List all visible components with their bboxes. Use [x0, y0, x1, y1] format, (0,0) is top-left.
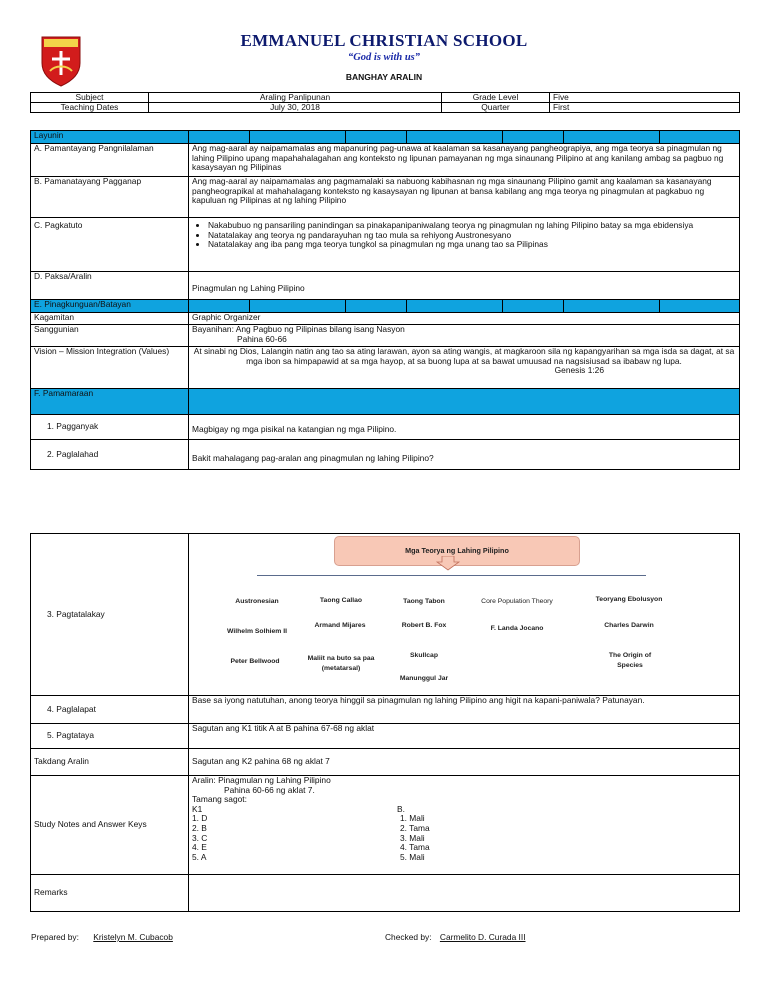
dates-value: July 30, 2018	[149, 103, 442, 113]
sanggunian-cell	[189, 325, 740, 347]
remarks-value	[189, 875, 740, 912]
theory-austronesian: Austronesian	[235, 598, 279, 605]
answer-keys	[192, 805, 736, 863]
subject-label: Subject	[31, 93, 149, 103]
layunin-heading-row	[31, 131, 740, 144]
row-pangnilalaman	[31, 144, 740, 177]
row-pagtataya	[31, 724, 740, 749]
study-line: Aralin: Pinagmulan ng Lahing Pilipino	[192, 775, 331, 785]
paglalahad-text: Bakit mahalagang pag-aralan ang pinagmulan ng lahing Pilipino?	[189, 440, 740, 470]
checked-by	[385, 932, 528, 942]
row-sanggunian	[31, 325, 740, 347]
kagamitan-value: Graphic Organizer	[189, 313, 740, 325]
pagganyak-text: Magbigay ng mga pisikal na katangian ng mga Pilipino.	[189, 415, 740, 440]
vision-cell	[189, 347, 740, 389]
proponent-bellwood: Peter Bellwood	[230, 658, 280, 665]
paglalapat-label: 4. Paglalapat	[31, 696, 189, 724]
pangnilalaman-text: Ang mag-aaral ay naipamamalas ang mapanuring pag-unawa at kaalaman sa kasanayang pangheograpiya, ang mga teorya sa pinagmulan ng lahing Pilipino upang mapahahalagahan ang konteksto ng lipunan pamayanan ng mga sinaunang Pilipino at ang kanilang ambag sa pagbuo ng kasaysayan ng Pilipinas	[189, 144, 740, 177]
row-remarks	[31, 875, 740, 912]
subject-value: Araling Panlipunan	[149, 93, 442, 103]
info-table	[30, 92, 740, 113]
school-name: EMMANUEL CHRISTIAN SCHOOL	[240, 31, 528, 50]
dates-label: Teaching Dates	[31, 103, 149, 113]
takdang-label: Takdang Aralin	[31, 749, 189, 776]
sanggunian-value: Bayanihan: Ang Pagbuo ng Pilipinas bilang isang Nasyon	[192, 324, 405, 334]
paksa-text: Pinagmulan ng Lahing Pilipino	[189, 272, 740, 300]
answer-key-b	[397, 805, 430, 863]
row-paksa	[31, 272, 740, 300]
study-label: Study Notes and Answer Keys	[31, 776, 189, 875]
lesson-plan-table	[30, 130, 740, 470]
pagkatuto-list	[192, 221, 736, 250]
book-origin-of-species: The Origin of Species	[608, 652, 652, 669]
row-pagkatuto	[31, 218, 740, 272]
vision-label: Vision – Mission Integration (Values)	[31, 347, 189, 389]
study-line: Pahina 60-66 ng aklat 7.	[224, 784, 315, 795]
pagtatalakay-label: 3. Pagtatalakay	[31, 534, 189, 696]
theory-taong-callao: Taong Callao	[319, 597, 363, 604]
study-cell	[189, 776, 740, 875]
checked-name: Carmelito D. Curada III	[439, 932, 526, 942]
row-kagamitan	[31, 313, 740, 325]
document-title: BANGHAY ARALIN	[345, 72, 423, 82]
pamamaraan-heading: F. Pamamaraan	[31, 389, 189, 415]
pamamaraan-heading-row	[31, 389, 740, 415]
pagkatuto-item: • Natatalakay ang iba pang mga teorya tungkol sa pinagmulan ng mga unang tao sa Pilipinas	[208, 240, 736, 250]
pagkatuto-label: C. Pagkatuto	[31, 218, 189, 272]
answer-key-k1	[192, 805, 397, 863]
evidence-metatarsal: Maliit na buto sa paa (metatarsal)	[307, 655, 375, 672]
prepared-by	[31, 932, 183, 942]
pinagkunguan-heading: E. Pinagkunguan/Batayan	[31, 300, 189, 313]
study-line: Tamang sagot:	[192, 794, 247, 805]
sanggunian-label: Sanggunian	[31, 325, 189, 347]
grade-value: Five	[550, 93, 740, 103]
vision-text: At sinabi ng Dios, Lalangin natin ang tao sa ating larawan, ayon sa ating wangis, at magkaroon sila ng kapangyarihan sa mga isda sa dagat, at sa mga ibon sa himpapawid at sa mga hayop, at sa buong lupa at sa bawat umuusad na nagsisiusad sa ibabaw ng lupa.	[193, 346, 735, 366]
k1-label: K1	[192, 803, 203, 814]
b-answer: 1. Mali	[400, 813, 425, 824]
row-takdang	[31, 749, 740, 776]
paglalahad-label: 2. Paglalahad	[31, 440, 189, 470]
pangnilalaman-label: A. Pamantayang Pangnilalaman	[31, 144, 189, 177]
k1-answer: 4. E	[192, 842, 207, 853]
b-answer: 3. Mali	[400, 832, 425, 843]
pagkatuto-item: • Nakabubuo ng pansariling panindingan sa pinakapanipaniwalang teorya ng pinagmulan ng lahing Pilipino batay sa mga ebidensiya	[208, 221, 736, 231]
b-answer: 5. Mali	[400, 851, 425, 862]
pagganap-text: Ang mag-aaral ay naipamamalas ang pagmamalaki sa nabuong kabihasnan ng mga sinaunang Pilipino gamit ang kaalaman sa kasanayang pangheograpikal at mahahalagang konteksto ng kasaysayan ng lipunan at bansa kabilang ang mga teorya ng pinagmulan at pagkabuo ng kapuluan ng Pilipinas at ng lahing Pilipino	[189, 177, 740, 218]
row-pagganyak	[31, 415, 740, 440]
pagtataya-text: Sagutan ang K1 titik A at B pahina 67-68 ng aklat	[189, 724, 740, 749]
evidence-skullcap: Skullcap	[410, 652, 438, 659]
info-row	[31, 93, 740, 103]
grade-label: Grade Level	[442, 93, 550, 103]
k1-answer: 1. D	[192, 813, 208, 824]
paksa-label: D. Paksa/Aralin	[31, 272, 189, 300]
takdang-text: Sagutan ang K2 pahina 68 ng aklat 7	[189, 749, 740, 776]
proponent-solheim: Wilhelm Solhiem II	[227, 628, 287, 635]
k1-answer: 5. A	[192, 851, 207, 862]
school-motto: “God is with us”	[347, 52, 421, 63]
pinagkunguan-heading-row	[31, 300, 740, 313]
checked-label: Checked by:	[385, 932, 432, 942]
row-study-notes	[31, 776, 740, 875]
row-paglalahad	[31, 440, 740, 470]
pagkatuto-item: • Natatalakay ang teorya ng pandarayuhan ng tao mula sa rehiyong Austronesyano	[208, 231, 736, 241]
k1-answer: 2. B	[192, 822, 207, 833]
b-answer: 4. Tama	[400, 842, 430, 853]
theory-ebolusyon: Teoryang Ebolusyon	[595, 596, 663, 603]
k1-answer: 3. C	[192, 832, 208, 843]
quarter-value: First	[550, 103, 740, 113]
evidence-manunggul-jar: Manunggul Jar	[399, 675, 449, 682]
pagganyak-label: 1. Pagganyak	[31, 415, 189, 440]
organizer-title-box: Mga Teorya ng Lahing Pilipino	[334, 536, 580, 566]
info-row	[31, 103, 740, 113]
proponent-darwin: Charles Darwin	[604, 622, 654, 629]
b-label: B.	[397, 803, 405, 814]
kagamitan-label: Kagamitan	[31, 313, 189, 325]
row-vision	[31, 347, 740, 389]
pagtataya-label: 5. Pagtataya	[31, 724, 189, 749]
row-pagganap	[31, 177, 740, 218]
paglalapat-text: Base sa iyong natutuhan, anong teorya hinggil sa pinagmulan ng lahing Pilipino ang higit na kapani-paniwala? Patunayan.	[189, 696, 740, 724]
row-paglalapat	[31, 696, 740, 724]
quarter-label: Quarter	[442, 103, 550, 113]
sanggunian-pages: Pahina 60-66	[237, 333, 287, 344]
organizer-divider-line	[257, 575, 646, 576]
theory-taong-tabon: Taong Tabon	[403, 598, 445, 605]
pagganap-label: B. Pamanatayang Pagganap	[31, 177, 189, 218]
vision-ref: Genesis 1:26	[554, 365, 604, 376]
theory-core-population: Core Population Theory	[481, 598, 553, 605]
prepared-name: Kristelyn M. Cubacob	[93, 932, 173, 942]
down-arrow-icon	[436, 556, 460, 571]
b-answer: 2. Tama	[400, 822, 430, 833]
layunin-heading: Layunin	[31, 131, 189, 144]
pagkatuto-content	[189, 218, 740, 272]
remarks-label: Remarks	[31, 875, 189, 912]
proponent-mijares: Armand Mijares	[314, 622, 366, 629]
lesson-plan-table-continued	[30, 533, 740, 912]
proponent-fox: Robert B. Fox	[401, 622, 447, 629]
prepared-label: Prepared by:	[31, 932, 79, 942]
proponent-jocano: F. Landa Jocano	[490, 625, 544, 632]
